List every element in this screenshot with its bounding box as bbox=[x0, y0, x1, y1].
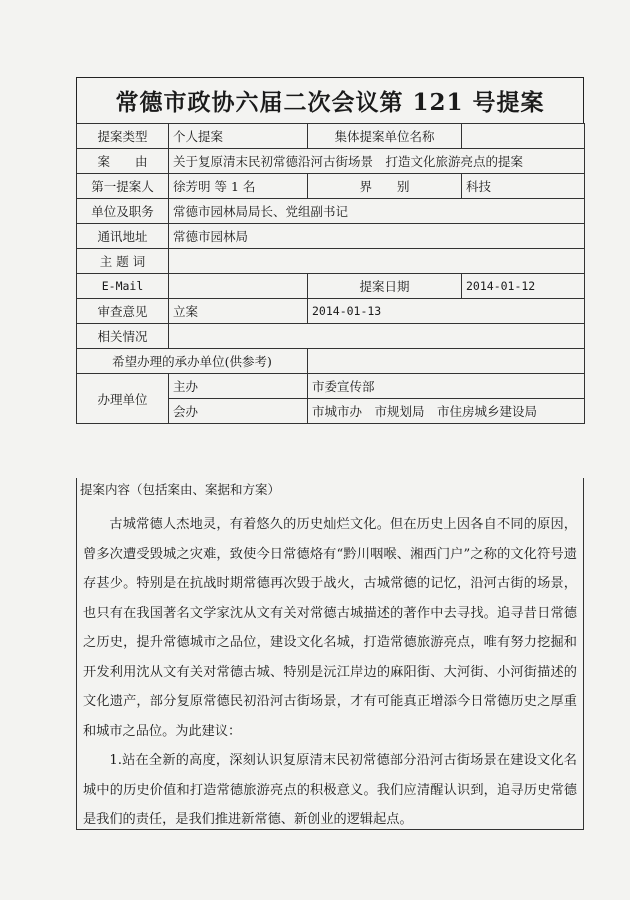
review-label: 审查意见 bbox=[77, 299, 169, 324]
review-date-value: 2014-01-13 bbox=[308, 299, 585, 324]
content-paragraph-2: 1.站在全新的高度，深刻认识复原清末民初常德部分沿河古街场景在建设文化名城中的历史价值和打造常德旅游亮点的积极意义。我们应清醒认识到，追寻历史常德是我们的责任，是我们推进新常德、新创业的逻辑起点。 bbox=[83, 753, 577, 827]
sector-label: 界 别 bbox=[308, 174, 462, 199]
row-handler-lead bbox=[77, 374, 585, 399]
address-label: 通讯地址 bbox=[77, 224, 169, 249]
hoped-unit-value bbox=[308, 349, 585, 374]
content-text bbox=[83, 510, 577, 835]
row-unit-position bbox=[77, 199, 585, 224]
proposal-date-value: 2014-01-12 bbox=[462, 274, 585, 299]
row-related bbox=[77, 324, 585, 349]
unit-position-value: 常德市园林局局长、党组副书记 bbox=[169, 199, 585, 224]
subject-label: 案 由 bbox=[77, 149, 169, 174]
related-value bbox=[169, 324, 585, 349]
proposer-label: 第一提案人 bbox=[77, 174, 169, 199]
keywords-label: 主 题 词 bbox=[77, 249, 169, 274]
row-subject bbox=[77, 149, 585, 174]
content-header: 提案内容（包括案由、案据和方案） bbox=[80, 482, 281, 497]
proposal-content-box bbox=[76, 478, 584, 830]
type-label: 提案类型 bbox=[77, 124, 169, 149]
row-address bbox=[77, 224, 585, 249]
content-paragraph-1: 古城常德人杰地灵，有着悠久的历史灿烂文化。但在历史上因各自不同的原因，曾多次遭受毁城之灾难，致使今日常德烙有“黔川咽喉、湘西门户”之称的文化符号遗存甚少。特别是在抗战时期常德再次毁于战火，古城常德的记忆，沿河古街的场景，也只有在我国著名文学家沈从文有关对常德古城描述的著作中去寻找。追寻昔日常德之历史，提升常德城市之品位，建设文化名城，打造常德旅游亮点，唯有努力挖掘和开发利用沈从文有关对常德古城、特别是沅江岸边的麻阳街、大河街、小河街描述的文化遗产，部分复原常德民初沿河古街场景，才有可能真正增添今日常德历史之厚重和城市之品位。为此建议： bbox=[83, 517, 577, 739]
group-unit-label: 集体提案单位名称 bbox=[308, 124, 462, 149]
lead-value: 市委宣传部 bbox=[308, 374, 585, 399]
type-value: 个人提案 bbox=[169, 124, 308, 149]
address-value: 常德市园林局 bbox=[169, 224, 585, 249]
handler-label: 办理单位 bbox=[77, 374, 169, 424]
sector-value: 科技 bbox=[462, 174, 585, 199]
row-email bbox=[77, 274, 585, 299]
row-type bbox=[77, 124, 585, 149]
row-proposer bbox=[77, 174, 585, 199]
review-value: 立案 bbox=[169, 299, 308, 324]
proposal-date-label: 提案日期 bbox=[308, 274, 462, 299]
co-value: 市城市办 市规划局 市住房城乡建设局 bbox=[308, 399, 585, 424]
proposer-value: 徐芳明 等 1 名 bbox=[169, 174, 308, 199]
row-keywords bbox=[77, 249, 585, 274]
email-value bbox=[169, 274, 308, 299]
unit-position-label: 单位及职务 bbox=[77, 199, 169, 224]
proposal-form-table bbox=[76, 123, 585, 424]
title-box bbox=[76, 77, 584, 123]
lead-label: 主办 bbox=[169, 374, 308, 399]
email-label: E-Mail bbox=[77, 274, 169, 299]
related-label: 相关情况 bbox=[77, 324, 169, 349]
subject-value: 关于复原清末民初常德沿河古街场景 打造文化旅游亮点的提案 bbox=[169, 149, 585, 174]
row-hoped-unit bbox=[77, 349, 585, 374]
group-unit-value bbox=[462, 124, 585, 149]
co-label: 会办 bbox=[169, 399, 308, 424]
hoped-unit-label: 希望办理的承办单位(供参考) bbox=[77, 349, 308, 374]
document-title: 常德市政协六届二次会议第 121 号提案 bbox=[115, 89, 545, 116]
row-review bbox=[77, 299, 585, 324]
keywords-value bbox=[169, 249, 585, 274]
